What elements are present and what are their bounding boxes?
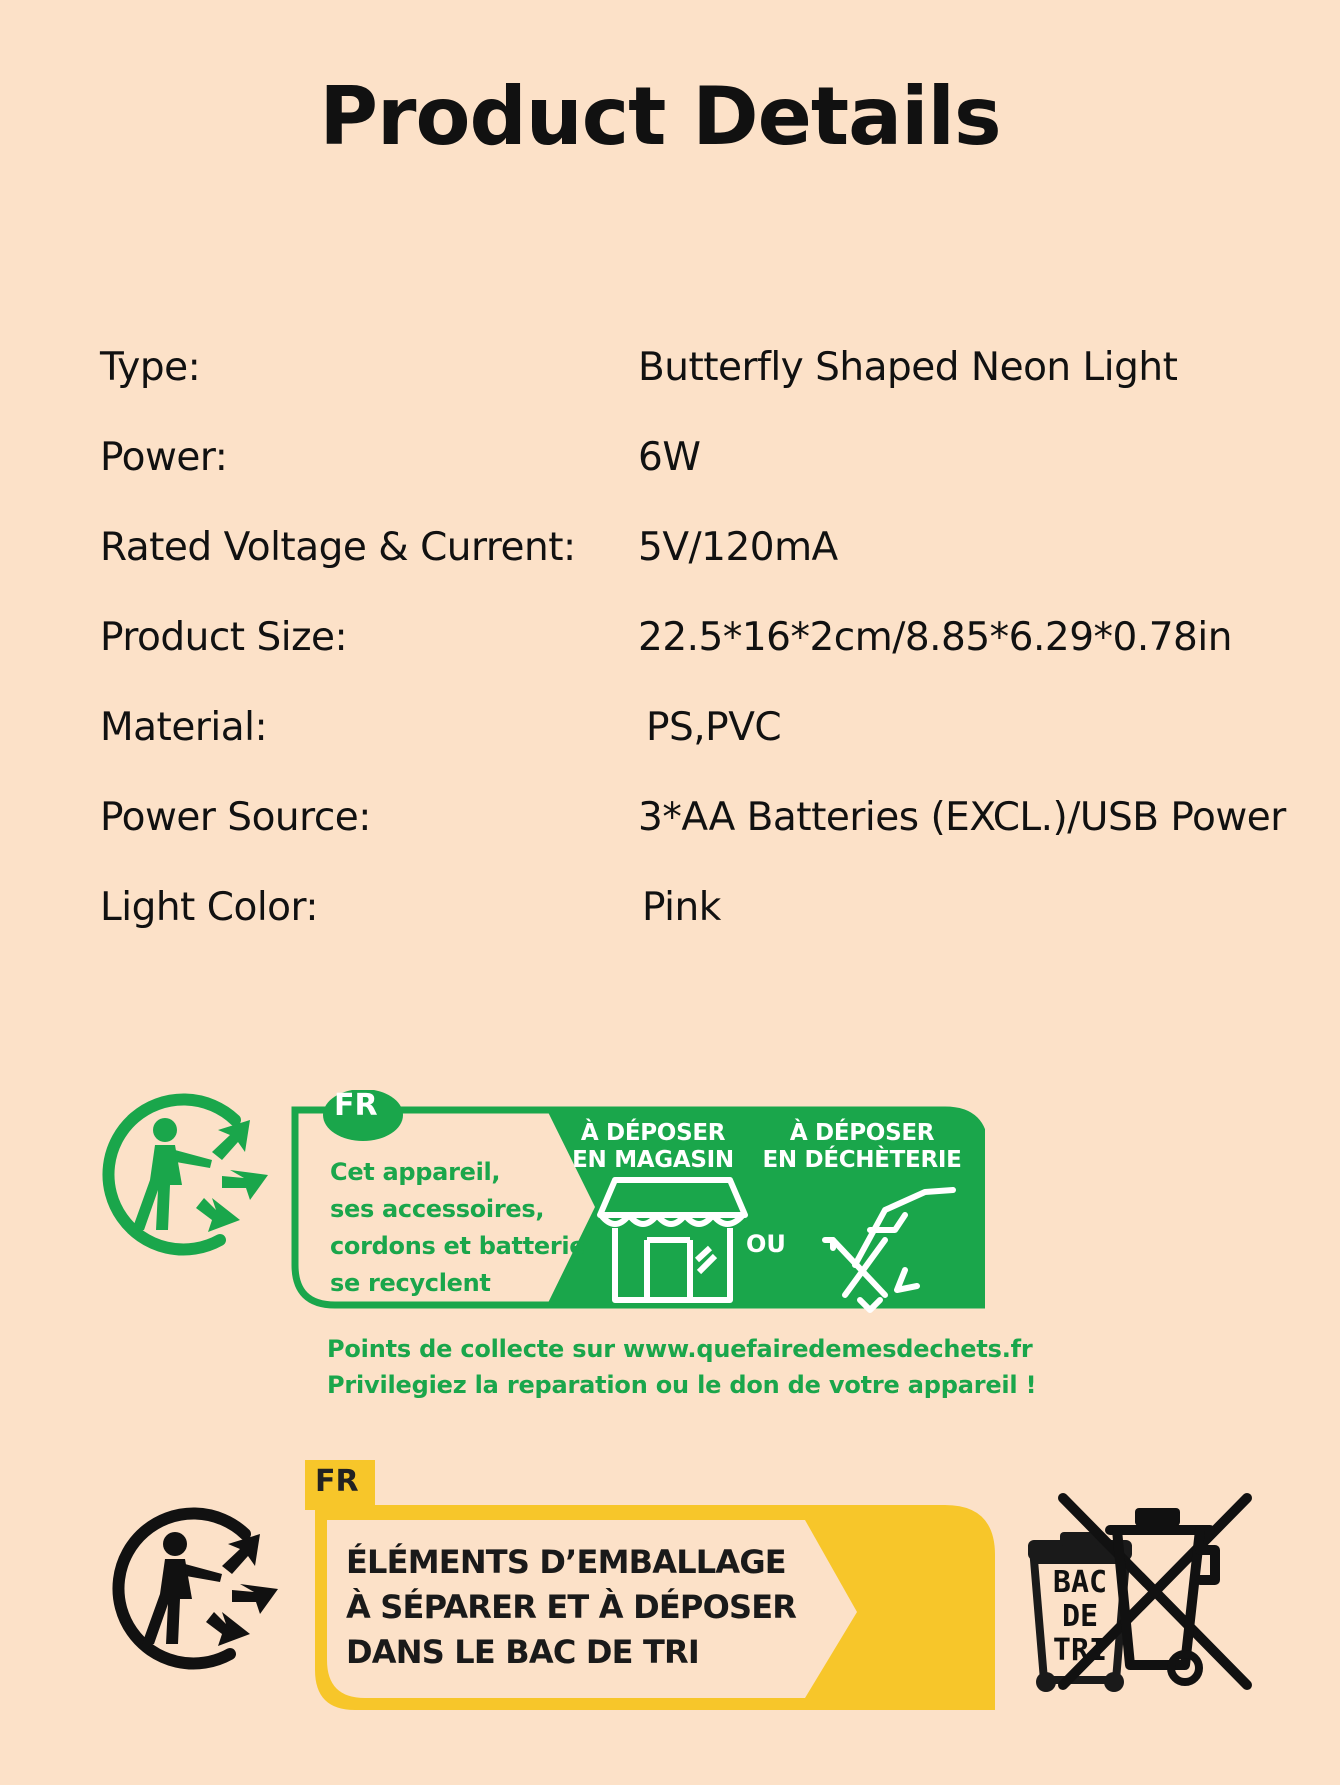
fr-badge: FR <box>315 1464 359 1499</box>
packaging-text-line: ÉLÉMENTS D’EMBALLAGE <box>346 1543 786 1581</box>
triman-icon <box>100 1090 275 1265</box>
option-shop-line: À DÉPOSER <box>580 1120 726 1146</box>
packaging-label <box>110 1460 1290 1720</box>
page-title: Product Details <box>319 70 1001 163</box>
bin-label-line: DE <box>1061 1599 1099 1634</box>
spec-value: 3*AA Batteries (EXCL.)/USB Power <box>638 795 1286 840</box>
weee-text-line: Cet appareil, <box>330 1158 501 1186</box>
spec-row-material <box>100 705 1300 765</box>
option-dechetterie-heading <box>762 1120 962 1174</box>
collect-points-text: Points de collecte sur www.quefairedemesdechets.fr <box>327 1335 1033 1363</box>
option-shop-line: EN MAGASIN <box>572 1147 734 1173</box>
repair-text: Privilegiez la reparation ou le don de votre appareil ! <box>327 1371 1037 1399</box>
spec-row-light-color <box>100 885 1300 945</box>
or-label: OU <box>746 1230 786 1258</box>
spec-value: 22.5*16*2cm/8.85*6.29*0.78in <box>638 615 1232 660</box>
spec-label: Power Source: <box>100 795 371 840</box>
spec-label: Product Size: <box>100 615 348 660</box>
option-shop-heading <box>568 1120 738 1174</box>
spec-value: PS,PVC <box>646 705 782 750</box>
option-dechetterie-line: EN DÉCHÈTERIE <box>762 1147 962 1173</box>
weee-text-line: ses accessoires, <box>330 1195 545 1223</box>
spec-value: Pink <box>642 885 721 930</box>
packaging-text-line: DANS LE BAC DE TRI <box>346 1633 700 1671</box>
spec-row-size <box>100 615 1300 675</box>
spec-label: Rated Voltage & Current: <box>100 525 576 570</box>
spec-label: Material: <box>100 705 268 750</box>
bin-label-line: BAC <box>1052 1565 1108 1600</box>
spec-value: Butterfly Shaped Neon Light <box>638 345 1178 390</box>
weee-text <box>330 1154 585 1302</box>
spec-row-power-source <box>100 795 1300 855</box>
spec-row-type <box>100 345 1300 405</box>
weee-text-line: cordons et batterie <box>330 1232 586 1260</box>
weee-text-line: se recyclent <box>330 1269 491 1297</box>
crossed-wheelie-bin-icon <box>1055 1490 1255 1695</box>
spec-label: Power: <box>100 435 228 480</box>
spec-value: 5V/120mA <box>638 525 838 570</box>
packaging-text-line: À SÉPARER ET À DÉPOSER <box>346 1588 797 1626</box>
fr-badge: FR <box>334 1088 378 1123</box>
weee-recycling-label <box>90 1088 1037 1420</box>
packaging-text <box>346 1540 796 1675</box>
option-dechetterie-line: À DÉPOSER <box>789 1120 935 1146</box>
triman-icon <box>110 1504 285 1679</box>
spec-label: Type: <box>100 345 201 390</box>
spec-value: 6W <box>638 435 701 480</box>
bin-label-line: TRI <box>1052 1633 1108 1668</box>
spec-label: Light Color: <box>100 885 319 930</box>
spec-row-voltage <box>100 525 1300 585</box>
spec-row-power <box>100 435 1300 495</box>
